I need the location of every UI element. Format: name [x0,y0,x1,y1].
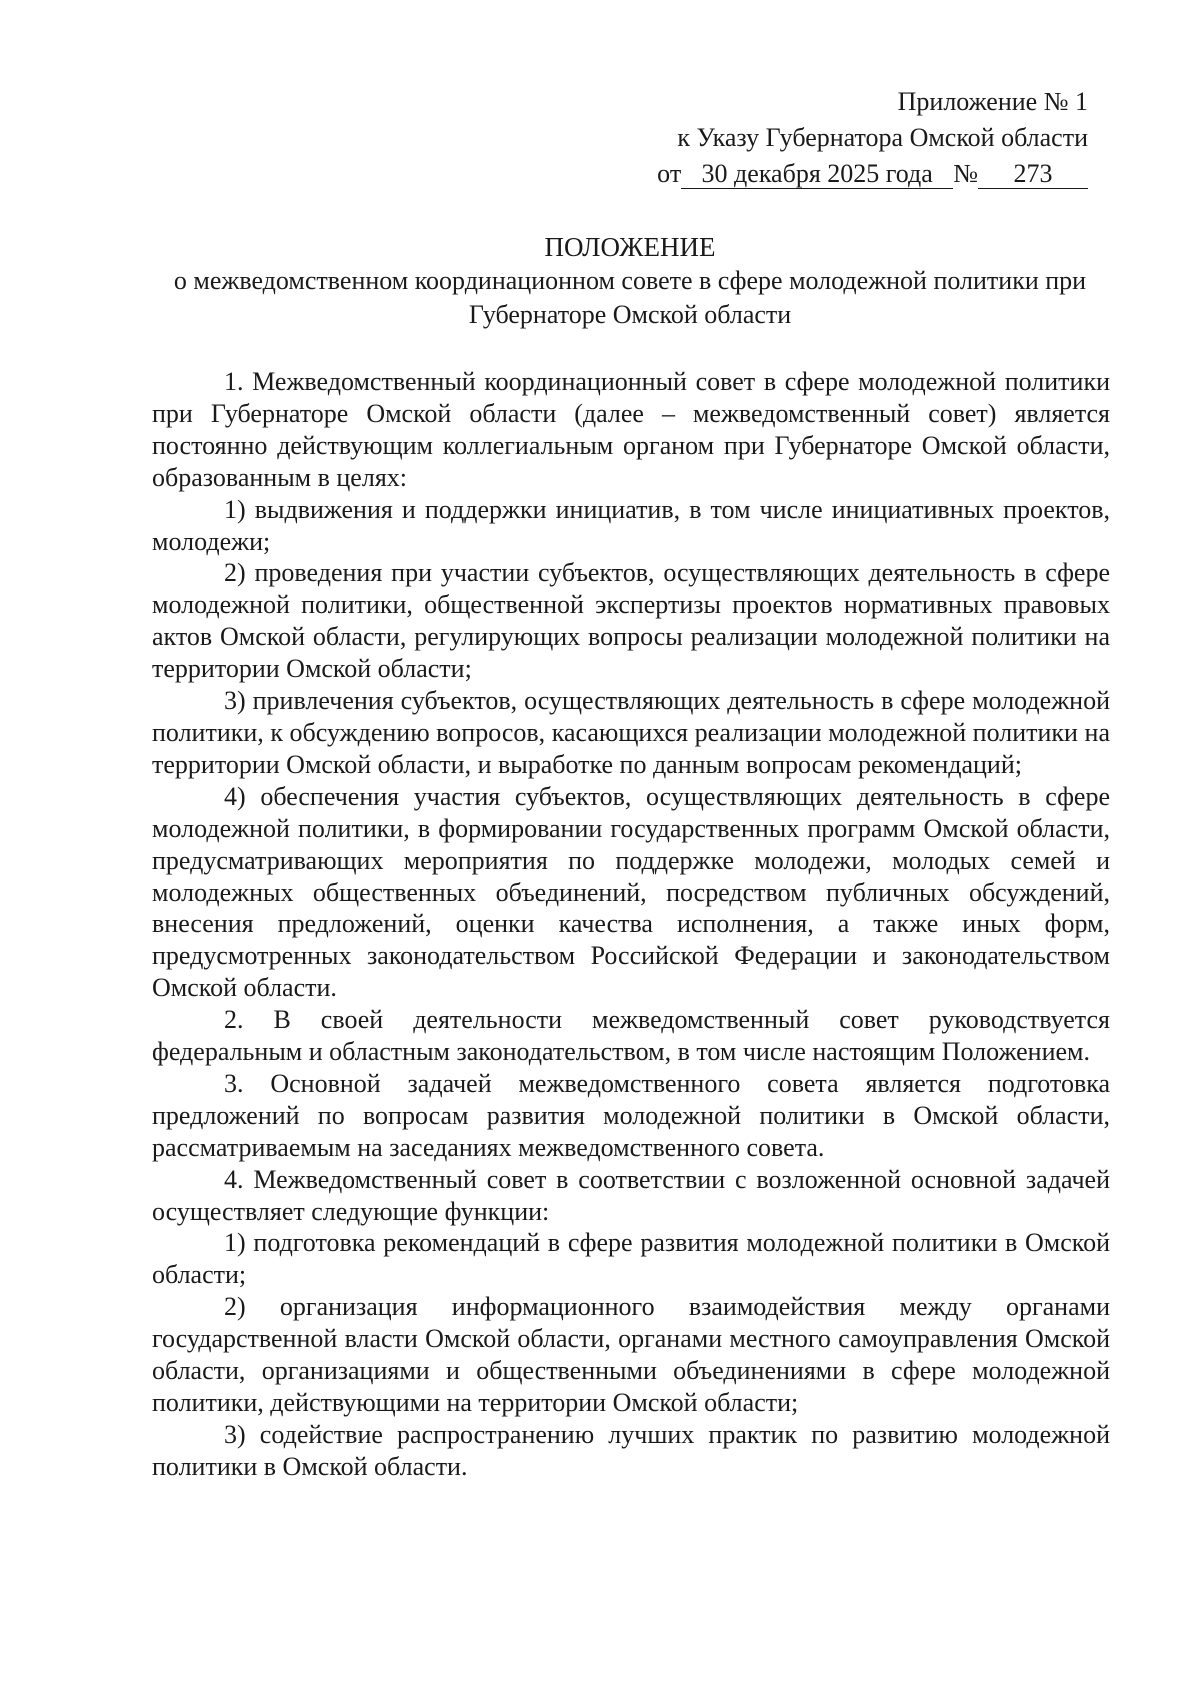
decree-reference: к Указу Губернатора Омской области [677,123,1088,152]
paragraph: 3) привлечения субъектов, осуществляющих деятельность в сфере молодежной политики, к обсуждению вопросов, касающихся реализации молодежной политики на территории Омской области, и выработке по данным вопросам рекомендаций; [152,686,1110,779]
paragraph: 4) обеспечения участия субъектов, осуществляющих деятельность в сфере молодежной политики, в формировании государственных программ Омской области, предусматривающих мероприятия по поддержке молодежи, молодых семей и молодежных общественных объединений, посредством публичных обсуждений, внесения предложений, оценки качества исполнения, а также иных форм, предусмотренных законодательством Российской Федерации и законодательством Омской области. [152,781,1110,1003]
appendix-header [568,84,1088,192]
date-prefix: от [657,159,682,188]
decree-number: 273 [978,160,1088,189]
document-title-block [150,230,1110,332]
paragraph: 2. В своей деятельности межведомственный совет руководствуется федеральным и областным законодательством, в том числе настоящим Положением. [152,1005,1110,1067]
document-body [152,366,1110,1483]
paragraph: 3) содействие распространению лучших практик по развитию молодежной политики в Омской области. [152,1419,1110,1481]
number-sign: № [953,159,978,188]
document-subtitle: о межведомственном координационном совете в сфере молодежной политики при Губернаторе Омской области [173,266,1087,329]
paragraph: 4. Межведомственный совет в соответствии с возложенной основной задачей осуществляет следующие функции: [152,1164,1110,1226]
paragraph: 1. Межведомственный координационный совет в сфере молодежной политики при Губернаторе Омской области (далее – межведомственный совет) является постоянно действующим коллегиальным органом при Губернаторе Омской области, образованным в целях: [152,367,1110,492]
paragraph: 2) проведения при участии субъектов, осуществляющих деятельность в сфере молодежной политики, общественной экспертизы проектов нормативных правовых актов Омской области, регулирующих вопросы реализации молодежной политики на территории Омской области; [152,558,1110,684]
paragraph: 2) организация информационного взаимодействия между органами государственной власти Омской области, органами местного самоуправления Омской области, организациями и общественными объединениями в сфере молодежной политики, действующими на территории Омской области; [152,1292,1110,1417]
decree-date-line [568,156,1088,192]
decree-date: 30 декабря 2025 года [681,160,953,189]
document-title: ПОЛОЖЕНИЕ [544,232,716,262]
paragraph: 1) подготовка рекомендаций в сфере развития молодежной политики в Омской области; [152,1228,1110,1290]
paragraph: 1) выдвижения и поддержки инициатив, в том числе инициативных проектов, молодежи; [152,494,1110,556]
appendix-number: Приложение № 1 [897,87,1088,116]
paragraph: 3. Основной задачей межведомственного совета является подготовка предложений по вопросам развития молодежной политики в Омской области, рассматриваемым на заседаниях межведомственного совета. [152,1068,1110,1162]
